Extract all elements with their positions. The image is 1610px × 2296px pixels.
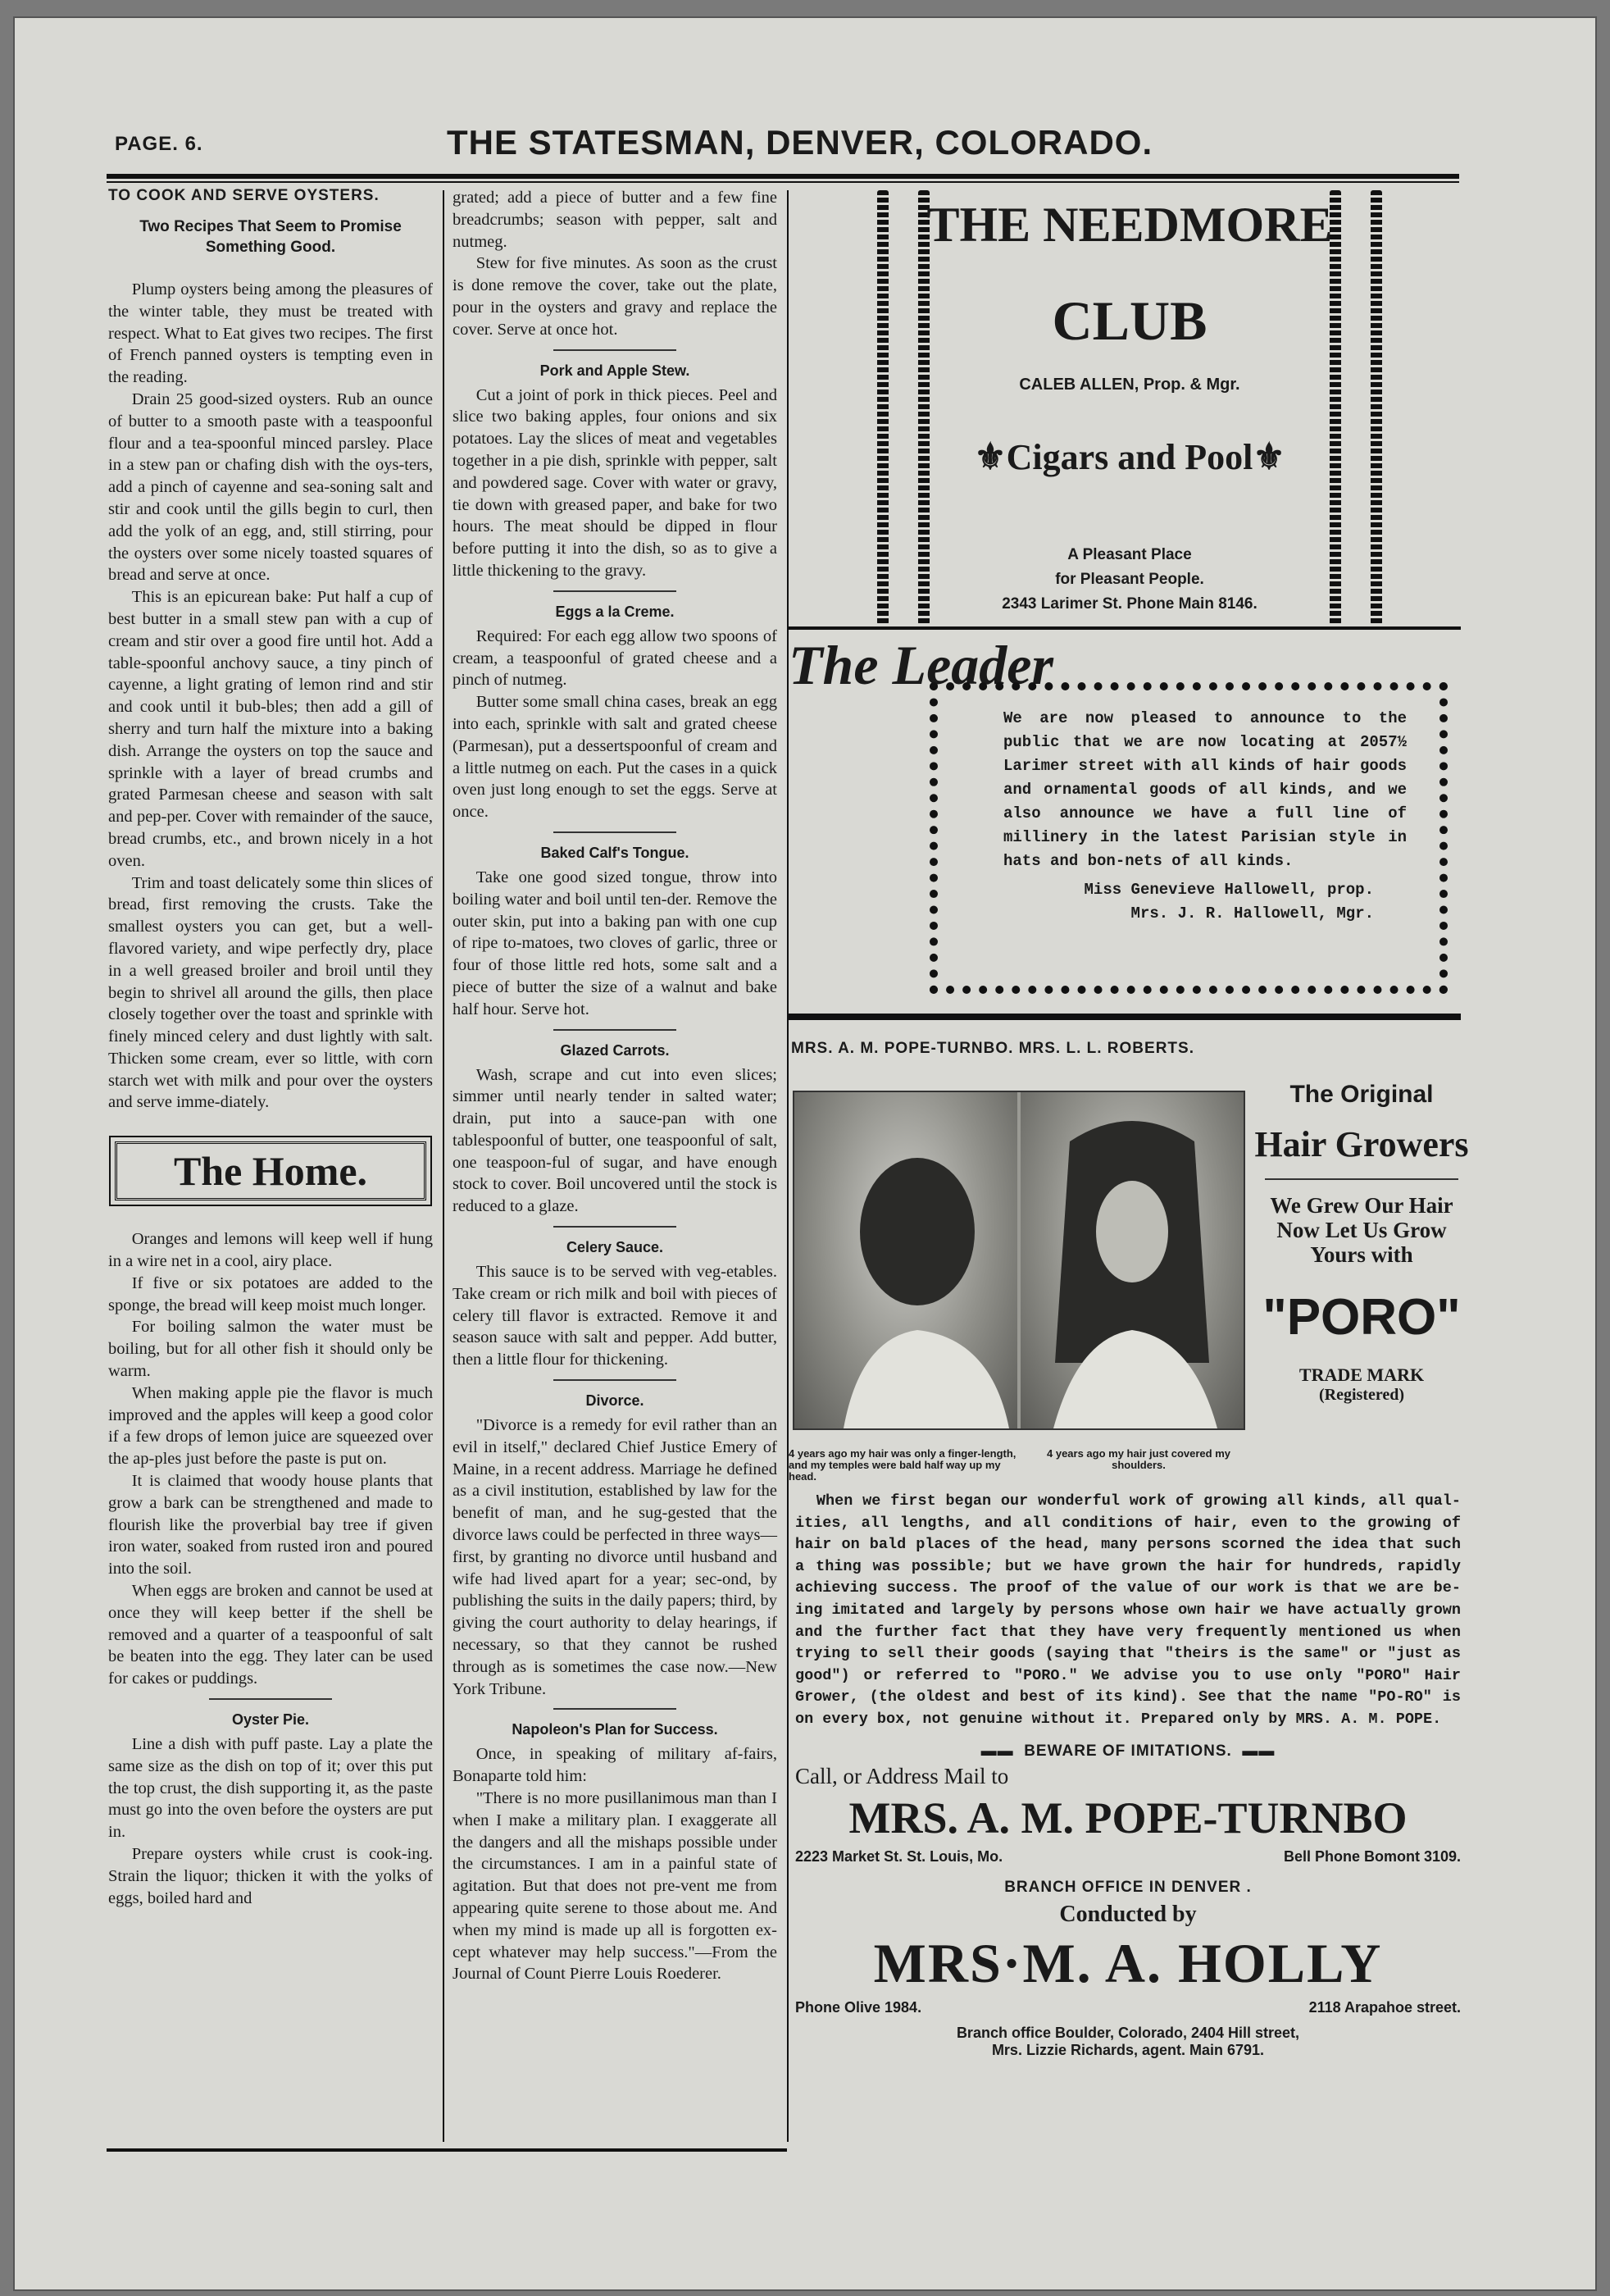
trademark: TRADE MARK	[1298, 1364, 1425, 1385]
portrait-photo	[1021, 1092, 1244, 1428]
column-two	[453, 187, 777, 1985]
section-head: Celery Sauce.	[566, 1239, 664, 1256]
leader-signature: Miss Genevieve Hallowell, prop.	[1084, 881, 1374, 899]
ad-line: 2343 Larimer St. Phone Main 8146.	[1002, 595, 1258, 613]
before-after-photos	[793, 1091, 1245, 1430]
poro-warning	[795, 1742, 1461, 1761]
column-one	[108, 187, 433, 1909]
section-head: Napoleon's Plan for Success.	[512, 1721, 718, 1738]
rule-dash: ▬▬	[980, 1742, 1014, 1760]
column-rule	[443, 190, 444, 2142]
section-head: Divorce.	[585, 1392, 644, 1410]
holly-contact	[795, 1999, 1461, 2016]
home-paragraph: When making apple pie the flavor is much improved and the apples will keep a good color if a few drops of lemon juice are squeezed over the ap-ples just before the paste is put on.	[108, 1383, 433, 1469]
poro-sidebar	[1254, 1081, 1469, 1405]
ad-tagline-text: Cigars and Pool	[1006, 437, 1253, 477]
ad-rule	[789, 1014, 1461, 1020]
divider	[553, 1029, 676, 1031]
portrait-silhouette	[1021, 1092, 1244, 1428]
home-paragraph: Line a dish with puff paste. Lay a plate the same size as the dish on top of it; over this put the top crust, the dish supporting it, as the paste must go into the oven before the oysters are put in.	[108, 1735, 433, 1842]
poro-brand: "PORO"	[1262, 1289, 1461, 1346]
home-paragraph: Prepare oysters while crust is cook-ing. Strain the liquor; thicken it with the yolks of eggs, boiled hard and	[108, 1845, 433, 1907]
ad-rule	[789, 626, 1461, 630]
boulder-agent: Mrs. Lizzie Richards, agent. Main 6791.	[991, 2041, 1265, 2058]
section-paragraph: Once, in speaking of military af-fairs, Bonaparte told him:	[453, 1745, 777, 1786]
home-section-title: The Home.	[173, 1148, 368, 1195]
ad-title: THE NEEDMORE	[926, 198, 1333, 252]
address-right: Bell Phone Bomont 3109.	[1283, 1847, 1461, 1865]
section-head: Eggs a la Creme.	[555, 603, 675, 620]
divider	[553, 349, 676, 351]
ad-tagline	[871, 436, 1389, 478]
leader-body	[1003, 707, 1407, 926]
section-paragraph: "Divorce is a remedy for evil rather than an evil in itself," declared Chief Justice Emery of Maine, in a recent address. Marriage he defined as a civil institution, established by law for the benefit of man, and he sug-gested that the divorce laws could be perfected in three ways—first, by granting no divorce until husband and wife had lived apart for a year; sec-ond, by publishing the suits in the daily papers; third, by giving the court authority to delay hearings, if necessary, so that they cannot be rushed through as is sometimes the case now.—New York Tribune.	[453, 1416, 777, 1698]
home-paragraph: It is claimed that woody house plants that grow a bark can be strengthened and made to flourish like the proverbial bay tree if given iron water, soaked from rusted iron and poured into the soil.	[108, 1472, 433, 1578]
section-paragraph: Required: For each egg allow two spoons of cream, a teaspoonful of grated cheese and a pinch of nutmeg.	[453, 626, 777, 690]
holly-phone: Phone Olive 1984.	[795, 1998, 922, 2016]
page-number: PAGE. 6.	[115, 133, 203, 155]
poro-proprietor: MRS. A. M. POPE-TURNBO	[848, 1793, 1408, 1843]
column-rule	[787, 190, 789, 2142]
poro-body	[795, 1491, 1461, 2059]
leader-ad	[789, 633, 1461, 992]
branch-office: BRANCH OFFICE IN DENVER .	[1004, 1878, 1252, 1896]
fleur-de-lis-icon: ⚜	[1253, 437, 1285, 477]
portrait-photo	[794, 1092, 1017, 1428]
poro-text: When we first began our wonderful work of growing all kinds, all qual-ities, all lengths, and all conditions of hair, even to the growing of hair on bald places of the head, many persons scorned the idea that such a thing was possible; but we have grown the hair for hundreds, rapidly achieving success. The proof of the value of our work is that we are be-ing imitated and largely by persons whose own hair we have actually grown and the further fact that they have very frequently mentioned us when trying to sell their goods (saying that "theirs is the same" or "just as good") or referred to "PORO." We advise you to use only "PORO" Hair Grower, (the oldest and best of its kind). See that the name "PO-RO" is on every box, not genuine without it. Prepared only by MRS. A. M. POPE.	[795, 1492, 1461, 1728]
leader-title: The Leader	[789, 634, 1053, 696]
divider	[1265, 1178, 1458, 1180]
masthead-rule	[107, 174, 1459, 179]
article-deck: Two Recipes That Seem to Promise Something Good.	[139, 218, 402, 256]
divider	[553, 831, 676, 833]
poro-slogan: We Grew Our Hair Now Let Us Grow Yours with	[1270, 1193, 1453, 1267]
home-paragraph: If five or six potatoes are added to the sponge, the bread will keep moist much longer.	[108, 1273, 433, 1314]
article-paragraph: Drain 25 good-sized oysters. Rub an ounce of butter to a smooth paste with a teaspoonful flour and a tea-spoonful minced parsley. Place in a stew pan or chafing dish with the oys-ters, add a pinch of cayenne and sea-soning salt and stir and cook until the gills begin to curl, then add the yolk of an egg, and, still stirring, pour the oysters over some nicely toasted squares of bread and serve at once.	[108, 390, 433, 585]
portrait-silhouette	[794, 1092, 1017, 1428]
home-paragraph: For boiling salmon the water must be boiling, but for all other fish it should only be warm.	[108, 1318, 433, 1381]
leader-signature: Mrs. J. R. Hallowell, Mgr.	[1130, 904, 1374, 922]
divider	[553, 1379, 676, 1381]
divider	[209, 1698, 332, 1700]
beware-text: BEWARE OF IMITATIONS.	[1024, 1742, 1232, 1760]
needmore-club-ad	[871, 190, 1389, 625]
trademark-registered: (Registered)	[1318, 1386, 1405, 1404]
article-paragraph: Plump oysters being among the pleasures of the winter table, they must be treated with respect. What to Eat gives two recipes. The first of French panned oysters is tempting even in the reading.	[108, 280, 433, 387]
section-paragraph: "There is no more pusillanimous man than I when I make a military plan. I exaggerate all the dangers and all the mishaps possible under the circumstances. I am in a painful state of agitation. But that does not pre-vent me from appearing quite serene to those about me. And when my mind is made up all is forgotten ex-cept whatever may help success."—From the Journal of Count Pierre Louis Roederer.	[453, 1789, 777, 1984]
section-head: Baked Calf's Tongue.	[540, 844, 689, 861]
leader-border	[930, 682, 1448, 994]
divider	[553, 590, 676, 592]
home-paragraph: When eggs are broken and cannot be used at once they will keep better if the shell be removed and a quarter of a teaspoonful of salt be beaten into the egg. They later can be used for cakes or puddings.	[108, 1582, 433, 1688]
poro-call: Call, or Address Mail to	[795, 1763, 1009, 1788]
ad-title: CLUB	[1052, 289, 1208, 352]
section-paragraph: Butter some small china cases, break an egg into each, sprinkle with salt and grated cheese (Parmesan), put a dessertspoonful of cream and a little nutmeg on each. Put the cases in a quick oven just long enough to set the eggs. Serve at once.	[453, 693, 777, 822]
holly-name: MRS·M. A. HOLLY	[873, 1931, 1383, 1994]
holly-street: 2118 Arapahoe street.	[1308, 1998, 1461, 2016]
fleur-de-lis-icon: ⚜	[974, 437, 1007, 477]
conducted-by: Conducted by	[1059, 1901, 1197, 1927]
section-paragraph: This sauce is to be served with veg-etables. Take cream or rich milk and boil with pieces of celery till flavor is extracted. Remove it and season sauce with salt and pepper. Add butter, then a little flour for thickening.	[453, 1263, 777, 1369]
continued-paragraph: Stew for five minutes. As soon as the crust is done remove the cover, take out the plate, pour in the oysters and gravy and replace the cover. Serve at once hot.	[453, 254, 777, 339]
poro-address	[795, 1848, 1461, 1866]
continued-paragraph: grated; add a piece of butter and a few fine breadcrumbs; season with pepper, salt and nutmeg.	[453, 189, 777, 251]
masthead-rule-thin	[107, 181, 1459, 183]
masthead: THE STATESMAN, DENVER, COLORADO.	[447, 123, 1153, 162]
home-paragraph: Oranges and lemons will keep well if hung in a wire net in a cool, airy place.	[108, 1230, 433, 1271]
ad-proprietor: CALEB ALLEN, Prop. & Mgr.	[1019, 376, 1240, 394]
poro-heading: The Original	[1289, 1081, 1434, 1108]
divider	[553, 1226, 676, 1228]
rule-dash: ▬▬	[1242, 1742, 1276, 1760]
leader-text: We are now pleased to announce to the public that we are now locating at 2057½ Larimer street with all kinds of hair goods and ornamental goods of all kinds, and we also announce we have a full line of millinery in the latest Parisian style in hats and bon-nets of all kinds.	[1003, 709, 1407, 870]
article-paragraph: Trim and toast delicately some thin slices of bread, first removing the crusts. Take the smallest oysters you can get, but a well-flavored variety, and wipe perfectly dry, place in a well greased broiler and broil until they begin to shrivel all around the gills, then place closely together over the toast and sprinkle with finely minced celery and dust lightly with salt. Thicken some cream, ever so little, with corn starch wet with milk and pour over the oysters and serve imme-diately.	[108, 873, 433, 1112]
section-head: Oyster Pie.	[231, 1711, 310, 1729]
article-paragraph: This is an epicurean bake: Put half a cup of best butter in a small stew pan with a cup of cream and stir over a good fire until hot. Add a table-spoonful anchovy sauce, a tiny pinch of cayenne, a light grating of lemon rind and stir and cook until it bub-bles; then add a gill of sherry and turn half the mixture into a baking dish. Arrange the oysters on top the sauce and sprinkle with a layer of bread crumbs and grated Parmesan cheese and season with salt and pep-per. Cover with remainder of the sauce, bread crumbs, etc., and brown nicely in a hot oven.	[108, 588, 433, 870]
poro-names: MRS. A. M. POPE-TURNBO. MRS. L. L. ROBERTS.	[791, 1040, 1194, 1057]
photo-caption: 4 years ago my hair was only a finger-length, and my temples were bald half way up my head.	[789, 1447, 1016, 1483]
address-left: 2223 Market St. St. Louis, Mo.	[795, 1847, 1003, 1865]
bottom-rule	[107, 2148, 787, 2152]
section-paragraph: Wash, scrape and cut into even slices; simmer until nearly tender in salted water; drain, put into a sauce-pan with one tablespoonful of butter, one teaspoonful of salt, one teaspoon-ful of sugar, and have enough stock to cover. Boil uncovered until the stock is reduced to a glaze.	[453, 1065, 777, 1216]
photo-caption: 4 years ago my hair just covered my shoulders.	[1047, 1447, 1230, 1471]
section-head: Pork and Apple Stew.	[539, 362, 690, 379]
home-section-banner	[115, 1141, 426, 1200]
ad-details	[871, 543, 1389, 617]
boulder-branch: Branch office Boulder, Colorado, 2404 Hill street,	[956, 2024, 1300, 2041]
section-head: Glazed Carrots.	[560, 1041, 670, 1059]
section-paragraph: Cut a joint of pork in thick pieces. Peel and slice two baking apples, four onions and six potatoes. Lay the slices of meat and vegetables together in a pie dish, sprinkle with pepper, salt and powdered sage. Cover with water or gravy, tie down with greased paper, and bake for two hours. The meat should be dipped in flour before putting it into the dish, so as to give a little thickening to the gravy.	[453, 385, 777, 580]
ad-line: for Pleasant People.	[1055, 571, 1204, 588]
poro-heading: Hair Growers	[1254, 1124, 1469, 1164]
ad-line: A Pleasant Place	[1067, 546, 1192, 563]
divider	[553, 1708, 676, 1710]
article-headline: TO COOK AND SERVE OYSTERS.	[108, 187, 380, 204]
section-paragraph: Take one good sized tongue, throw into boiling water and boil until ten-der. Remove the outer skin, put into a baking pan with one cup of ripe to-matoes, two cloves of garlic, three or four of those little red hots, some salt and a piece of butter the size of a walnut and bake half hour. Serve hot.	[453, 868, 777, 1018]
